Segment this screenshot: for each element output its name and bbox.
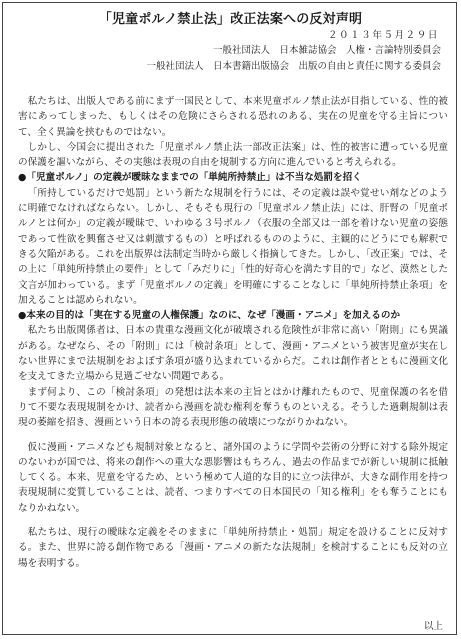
body-paragraph: 「所持しているだけで処罰」という新たな規制を行うには、その定義は誤や覚せい剤などのように明確でなければならない。しかし、そもそも現行の「児童ポルノ禁止法」には、肝腎の「児童ポルノとは何か」の定義が曖昧で、いわゆる３号ポルノ（衣服の全部又は一部を着けない児童の姿態であって性欲を興奮させ又は刺激するもの）と呼ばれるもののように、主観的にどうにでも解釈できる欠陥がある。これを出版界は法制定当時から厳しく指摘してきた。しかし、「改正案」では、その上に「単純所持禁止の要件」として「みだりに」「性的好奇心を満たす目的で」など、漠然とした文言が加わっている。まず「児童ポルノの定義」を明確にすることなしに「単純所持禁止条項」を加えることは認められない。 xyxy=(18,187,448,306)
section-heading: ●「児童ポルノ」の定義が曖昧なままでの「単純所持禁止」は不当な処罰を招く xyxy=(18,172,362,184)
closing-mark: 以上 xyxy=(423,621,443,632)
body-paragraph: しかし、今国会に提出された「児童ポルノ禁止法一部改正法案」は、性的被害に遭っている児童の保護を謳いながら、その実態は表現の自由を規制する方向に進んでいると考えられる。 xyxy=(18,141,448,169)
document-title: 「児童ポルノ禁止法」改正法案への反対声明 xyxy=(98,12,363,27)
issuer-line: 一般社団法人 日本書籍出版協会 出版の自由と責任に関する委員会 xyxy=(146,61,441,72)
paragraph-gap xyxy=(18,431,448,440)
statement-body xyxy=(18,94,448,571)
body-paragraph: 私たちは、現行の曖昧な定義をそのままに「単純所持禁止・処罰」規定を設けることに反対する。また、世界に誇る創作物である「漫画・アニメの新たな法規制」を検討することにも反対の立場を表明する。 xyxy=(18,527,448,569)
section-heading: ●本来の目的は「実在する児童の人権保護」なのに、なぜ「漫画・アニメ」を加えるのか xyxy=(18,310,401,322)
document-date: ２０１３年５月２９日 xyxy=(327,30,439,41)
paragraph-gap xyxy=(18,516,448,525)
body-paragraph: 仮に漫画・アニメなども規制対象となると、諸外国のように学問や芸術の分野に対する除外規定のないわが国では、将来の創作への重大な悪影響はもちろん、過去の作品までが新しい規制に抵触してくる。本来、児童を守るため、という極めて人道的な目的に立つ法律が、大きな副作用を持つ表現規制に変質していることは、読者、つまりすべての日本国民の「知る権利」をも奪うことにもなりかねない。 xyxy=(18,441,448,514)
issuer-line: 一般社団法人 日本雑誌協会 人権・言論特別委員会 xyxy=(212,45,441,56)
body-paragraph: 私たち出版関係者は、日本の貴重な漫画文化が破壊される危険性が非常に高い「附則」にも異議がある。なぜなら、その「附則」には「検討条項」として、漫画・アニメという被害児童が実在しない世界にまで法規制をおよぼす条項が盛り込まれているからだ。これは創作者とともに漫画文化を支えてきた立場から見過ごせない問題である。 xyxy=(18,325,448,383)
body-paragraph: 私たちは、出版人である前にまず一国民として、本来児童ポルノ禁止法が目指している、性的被害にあってしまった、もしくはその危険にさらされる恐れのある、実在の児童を守る主旨について、全く異論を挟むものではない。 xyxy=(18,96,448,138)
body-paragraph: まず何より、この「検討条項」の発想は法本来の主旨とはかけ離れたもので、児童保護の名を借りて不要な表現規制をかけ、読者から漫画を読む権利を奪うものといえる。そうした過剰規制は表現の萎縮を招き、漫画という日本の誇る表現形態の破壊につながりかねない。 xyxy=(18,386,448,429)
